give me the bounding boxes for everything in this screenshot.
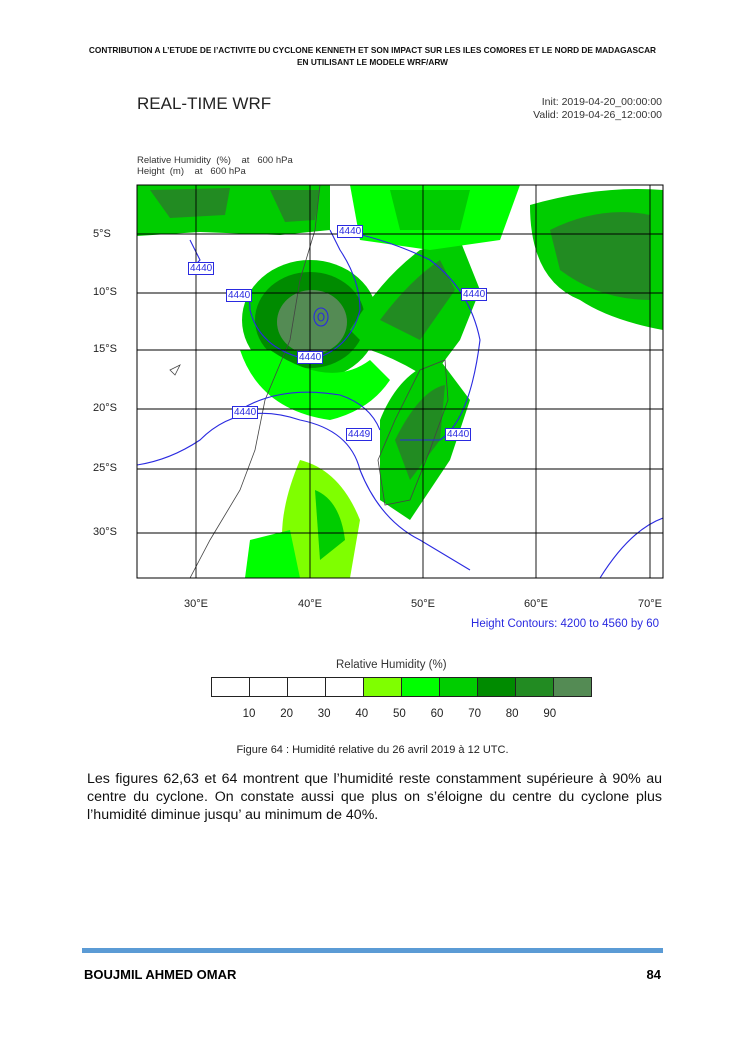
lon-label: 50°E	[411, 598, 435, 610]
page-number: 84	[646, 967, 661, 982]
contour-label: 4440	[228, 290, 251, 301]
legend-swatch	[288, 678, 326, 696]
figure-title: REAL-TIME WRF	[137, 94, 272, 113]
lat-label: 10°S	[93, 286, 117, 298]
field-height: Height (m) at 600 hPa	[137, 166, 246, 177]
color-legend	[211, 677, 592, 697]
header-line-1: CONTRIBUTION A L’ETUDE DE l’ACTIVITE DU CYCLONE KENNETH ET SON IMPACT SUR LES ILES COMORES ET LE NORD DE MADAGASCAR	[88, 45, 657, 55]
legend-tick: 50	[392, 708, 406, 720]
legend-swatch	[554, 678, 591, 696]
legend-swatch	[402, 678, 440, 696]
footer-author: BOUJMIL AHMED OMAR	[84, 967, 237, 982]
contour-label: 4440	[447, 429, 470, 440]
contour-label: 4440	[190, 263, 213, 274]
lat-label: 30°S	[93, 526, 117, 538]
contour-label: 4449	[348, 429, 371, 440]
legend-tick: 70	[468, 708, 481, 720]
lon-label: 70°E	[638, 598, 662, 610]
height-contours-note: Height Contours: 4200 to 4560 by 60	[471, 618, 659, 630]
legend-swatch	[326, 678, 364, 696]
legend-tick: 90	[543, 708, 557, 720]
footer-rule	[82, 948, 663, 953]
legend-tick: 30	[317, 708, 331, 720]
legend-swatch	[478, 678, 516, 696]
lat-label: 15°S	[93, 343, 117, 355]
legend-tick: 20	[280, 708, 293, 720]
init-time: Init: 2019-04-20_00:00:00	[541, 96, 662, 108]
legend-swatch	[364, 678, 402, 696]
contour-label: 4440	[234, 407, 257, 418]
lon-label: 40°E	[298, 598, 322, 610]
legend-swatch	[440, 678, 478, 696]
legend-swatch	[250, 678, 288, 696]
lat-label: 25°S	[93, 462, 117, 474]
lat-label: 20°S	[93, 402, 117, 414]
legend-swatch	[212, 678, 250, 696]
lon-label: 60°E	[524, 598, 548, 610]
legend-title: Relative Humidity (%)	[336, 659, 447, 671]
legend-tick: 10	[242, 708, 256, 720]
contour-label: 4440	[339, 226, 362, 237]
legend-swatch	[516, 678, 554, 696]
lon-label: 30°E	[184, 598, 208, 610]
lat-label: 5°S	[93, 228, 111, 240]
humidity-shading	[137, 185, 663, 578]
header-line-2: EN UTILISANT LE MODELE WRF/ARW	[296, 57, 449, 67]
contour-label: 4440	[463, 289, 486, 300]
legend-tick: 60	[430, 708, 444, 720]
field-rh: Relative Humidity (%) at 600 hPa	[137, 155, 293, 166]
legend-tick: 80	[505, 708, 519, 720]
body-paragraph: Les figures 62,63 et 64 montrent que l’humidité reste constamment supérieure à 90% au centre du cyclone. On constate aussi que plus on s’éloigne du centre du cyclone plus l’humidité diminue jusqu’ au minimum de 40%.	[87, 771, 662, 823]
valid-time: Valid: 2019-04-26_12:00:00	[533, 109, 662, 121]
figure-caption: Figure 64 : Humidité relative du 26 avril 2019 à 12 UTC.	[236, 744, 509, 756]
contour-label: 4440	[299, 352, 322, 363]
legend-tick: 40	[355, 708, 369, 720]
